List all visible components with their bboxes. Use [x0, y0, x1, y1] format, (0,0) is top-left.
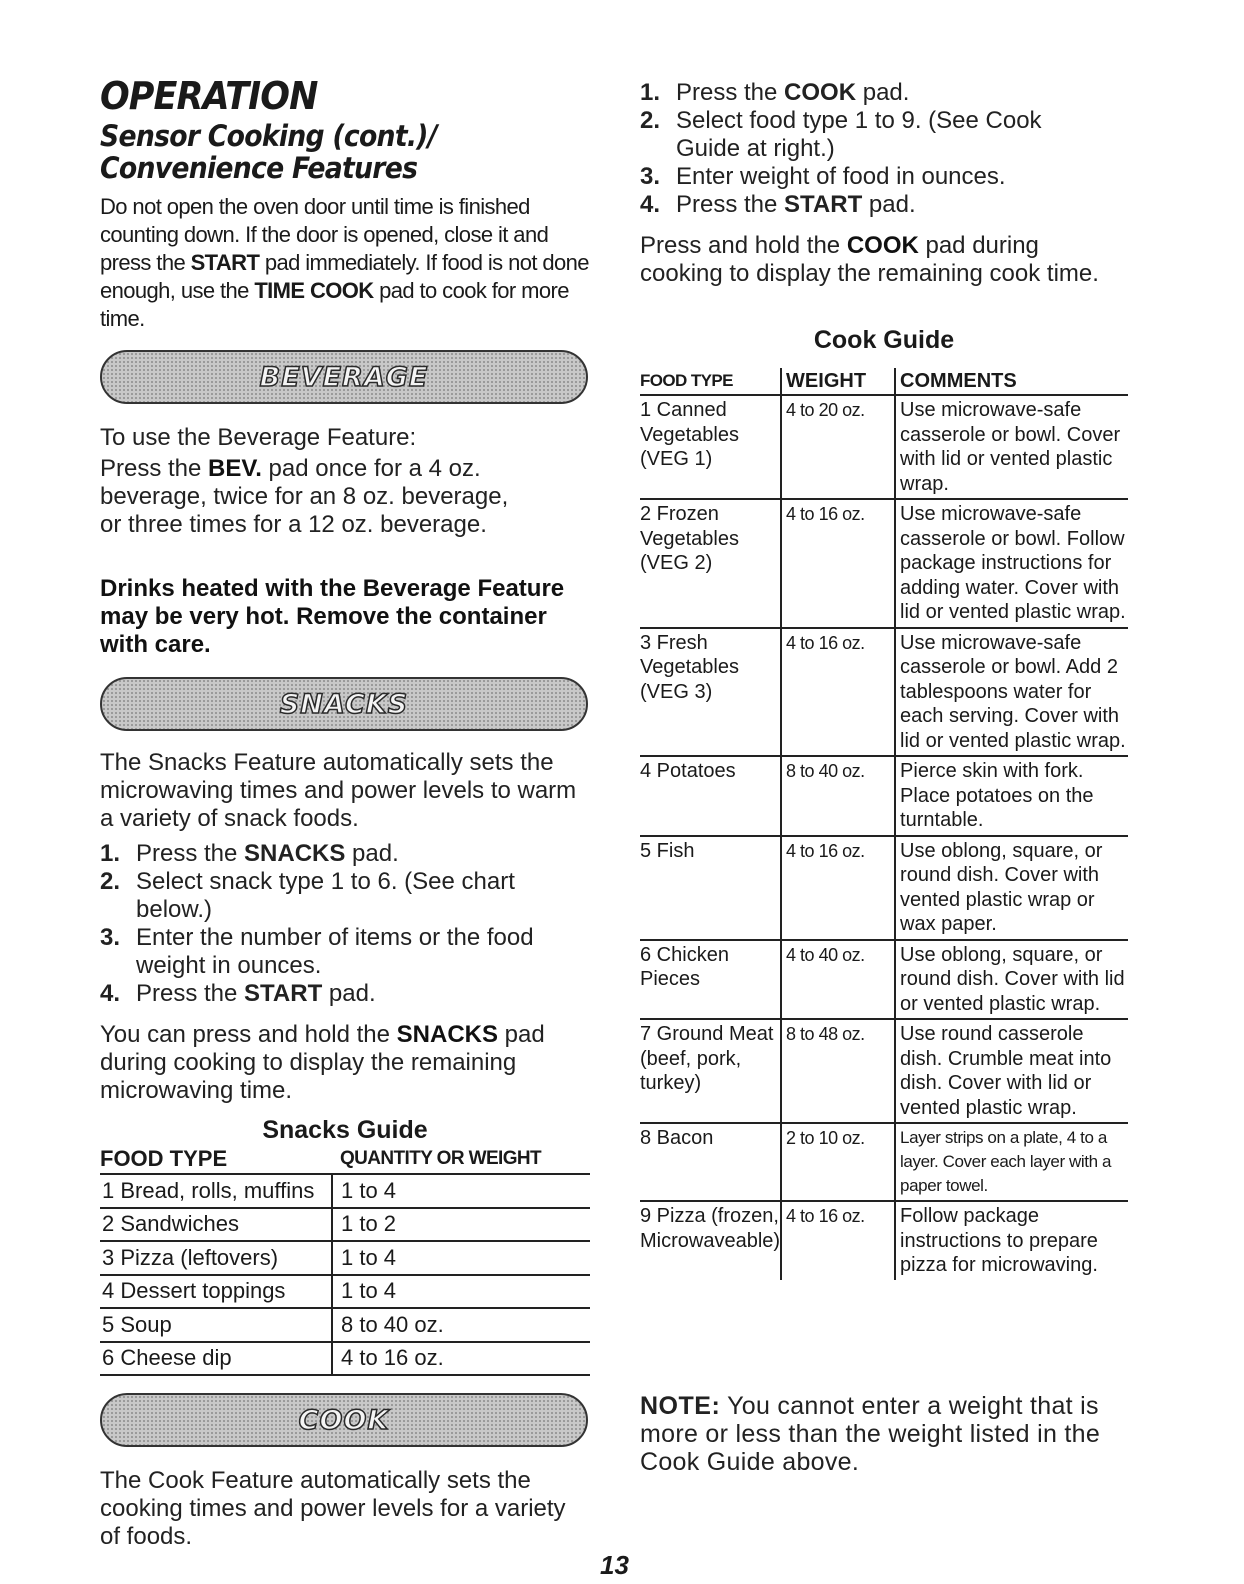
- snack-quantity: 8 to 40 oz.: [332, 1308, 590, 1342]
- cook-comments: Use round casserole dish. Crumble meat into dish. Cover with lid or vented plastic wrap.: [895, 1019, 1128, 1123]
- table-row: [640, 395, 1128, 499]
- table-row: [100, 1275, 590, 1309]
- table-row: [100, 1241, 590, 1275]
- snacks-guide-title: Snacks Guide: [262, 1116, 428, 1144]
- cook-food-type: 8 Bacon: [640, 1123, 781, 1201]
- cook-food-type: 5 Fish: [640, 836, 781, 940]
- cook-step-4: 4. Press the START pad.: [640, 191, 916, 218]
- step-number: 1.: [100, 840, 121, 867]
- snacks-step-4: 4. Press the START pad.: [100, 980, 376, 1007]
- snack-food-type: 6 Cheese dip: [100, 1342, 332, 1376]
- table-row: [640, 1123, 1128, 1201]
- cook-weight: 4 to 40 oz.: [781, 940, 895, 1020]
- cook-col-comments: COMMENTS: [895, 368, 1128, 395]
- snack-food-type: 5 Soup: [100, 1308, 332, 1342]
- snack-food-type: 2 Sandwiches: [100, 1208, 332, 1242]
- subtitle-line-2: Convenience Features: [100, 151, 418, 185]
- cook-hold-note: Press and hold the COOK pad during cooking to display the remaining cook time.: [640, 232, 1099, 287]
- snack-food-type: 4 Dessert toppings: [100, 1275, 332, 1309]
- snack-quantity: 1 to 4: [332, 1275, 590, 1309]
- cook-guide-table: [640, 368, 1128, 1280]
- cook-step-2: 2. Select food type 1 to 9. (See Cook Guide at right.): [640, 107, 1042, 162]
- snack-quantity: 4 to 16 oz.: [332, 1342, 590, 1376]
- table-row: [640, 1201, 1128, 1280]
- cook-comments: Use microwave-safe casserole or bowl. Cover with lid or vented plastic wrap.: [895, 395, 1128, 499]
- table-row: [100, 1174, 590, 1208]
- cook-intro: The Cook Feature automatically sets the cooking times and power levels for a variety of foods.: [100, 1467, 566, 1550]
- cook-food-type: 6 Chicken Pieces: [640, 940, 781, 1020]
- intro-paragraph: Do not open the oven door until time is finished counting down. If the door is opened, close it and press the START pad immediately. If food is not done enough, use the TIME COOK pad to cook for more time.: [100, 194, 589, 331]
- table-row: [100, 1342, 590, 1376]
- beverage-instructions: Press the BEV. pad once for a 4 oz. beverage, twice for an 8 oz. beverage, or three times for a 12 oz. beverage.: [100, 455, 509, 538]
- cook-banner: COOK: [100, 1393, 588, 1447]
- cook-steps: [640, 79, 1100, 219]
- cook-comments: Use microwave-safe casserole or bowl. Add 2 tablespoons water for each serving. Cover with lid or vented plastic wrap.: [895, 628, 1128, 757]
- page-title: OPERATION: [100, 74, 318, 118]
- cook-comments: Layer strips on a plate, 4 to a layer. Cover each layer with a paper towel.: [895, 1123, 1128, 1201]
- cook-guide-title: Cook Guide: [813, 326, 955, 354]
- cook-step-3: 3. Enter weight of food in ounces.: [640, 163, 1006, 190]
- table-row: [640, 628, 1128, 757]
- snack-quantity: 1 to 4: [332, 1174, 590, 1208]
- cook-col-weight: WEIGHT: [781, 368, 895, 395]
- cook-weight: 8 to 48 oz.: [781, 1019, 895, 1123]
- snacks-step-3: 3. Enter the number of items or the food weight in ounces.: [100, 924, 534, 979]
- cook-comments: Pierce skin with fork. Place potatoes on the turntable.: [895, 756, 1128, 836]
- snacks-steps: [100, 840, 550, 1008]
- cook-food-type: 9 Pizza (frozen, Microwaveable): [640, 1205, 781, 1252]
- cook-weight: 4 to 16 oz.: [781, 499, 895, 628]
- snacks-intro: The Snacks Feature automatically sets the microwaving times and power levels to warm a variety of snack foods.: [100, 749, 577, 832]
- table-row: [640, 756, 1128, 836]
- cook-food-type: 3 Fresh Vegetables (VEG 3): [640, 628, 781, 757]
- cook-food-type: 7 Ground Meat (beef, pork, turkey): [640, 1019, 781, 1123]
- step-number: 4.: [640, 191, 661, 218]
- section-subtitle: [100, 120, 615, 184]
- step-number: 3.: [100, 924, 121, 951]
- snacks-hold-note: You can press and hold the SNACKS pad during cooking to display the remaining microwaving time.: [100, 1021, 545, 1104]
- snacks-step-2: 2. Select snack type 1 to 6. (See chart below.): [100, 868, 515, 923]
- step-number: 1.: [640, 79, 661, 106]
- cook-comments: Use oblong, square, or round dish. Cover with lid or vented plastic wrap.: [895, 940, 1128, 1020]
- cook-food-type: 4 Potatoes: [640, 756, 781, 836]
- table-row: [640, 499, 1128, 628]
- snack-food-type: 3 Pizza (leftovers): [100, 1241, 332, 1275]
- page-number: 13: [600, 1550, 629, 1580]
- snacks-banner: SNACKS: [100, 677, 588, 731]
- beverage-banner: BEVERAGE: [100, 350, 588, 404]
- step-number: 4.: [100, 980, 121, 1007]
- cook-food-type: 1 Canned Vegetables (VEG 1): [640, 395, 781, 499]
- step-number: 3.: [640, 163, 661, 190]
- cook-weight: 8 to 40 oz.: [781, 756, 895, 836]
- table-row: [640, 836, 1128, 940]
- beverage-lead: To use the Beverage Feature:: [100, 424, 417, 451]
- snacks-col-food: FOOD TYPE: [100, 1147, 332, 1174]
- cook-comments: Use oblong, square, or round dish. Cover with vented plastic wrap or wax paper.: [895, 836, 1128, 940]
- table-row: [640, 940, 1128, 1020]
- cook-weight: 4 to 16 oz.: [781, 1201, 895, 1280]
- cook-col-food: FOOD TYPE: [640, 368, 781, 395]
- beverage-warning: Drinks heated with the Beverage Feature may be very hot. Remove the container with care.: [100, 575, 565, 658]
- step-number: 2.: [100, 868, 121, 895]
- cook-weight: 4 to 16 oz.: [781, 628, 895, 757]
- cook-step-1: 1. Press the COOK pad.: [640, 79, 910, 106]
- subtitle-line-1: Sensor Cooking (cont.)/: [100, 119, 437, 153]
- cook-weight: 4 to 16 oz.: [781, 836, 895, 940]
- cook-comments: Follow package instructions to prepare pizza for microwaving.: [895, 1201, 1128, 1280]
- cook-comments: Use microwave-safe casserole or bowl. Follow package instructions for adding water. Cover with lid or vented plastic wrap.: [895, 499, 1128, 628]
- snacks-col-quantity: QUANTITY OR WEIGHT: [332, 1147, 590, 1174]
- step-number: 2.: [640, 107, 661, 134]
- start-pad-label: START: [190, 250, 260, 275]
- table-row: [100, 1308, 590, 1342]
- cook-weight: 4 to 20 oz.: [781, 395, 895, 499]
- snack-food-type: 1 Bread, rolls, muffins: [100, 1174, 332, 1208]
- snack-quantity: 1 to 2: [332, 1208, 590, 1242]
- snacks-guide-table: [100, 1147, 590, 1376]
- cook-note: NOTE: You cannot enter a weight that is more or less than the weight listed in the Cook Guide above.: [640, 1392, 1101, 1476]
- time-cook-pad-label: TIME COOK: [254, 278, 374, 303]
- table-row: [640, 1019, 1128, 1123]
- cook-food-type: 2 Frozen Vegetables (VEG 2): [640, 499, 781, 628]
- table-row: [100, 1208, 590, 1242]
- cook-weight: 2 to 10 oz.: [781, 1123, 895, 1201]
- snack-quantity: 1 to 4: [332, 1241, 590, 1275]
- snacks-step-1: 1. Press the SNACKS pad.: [100, 840, 399, 867]
